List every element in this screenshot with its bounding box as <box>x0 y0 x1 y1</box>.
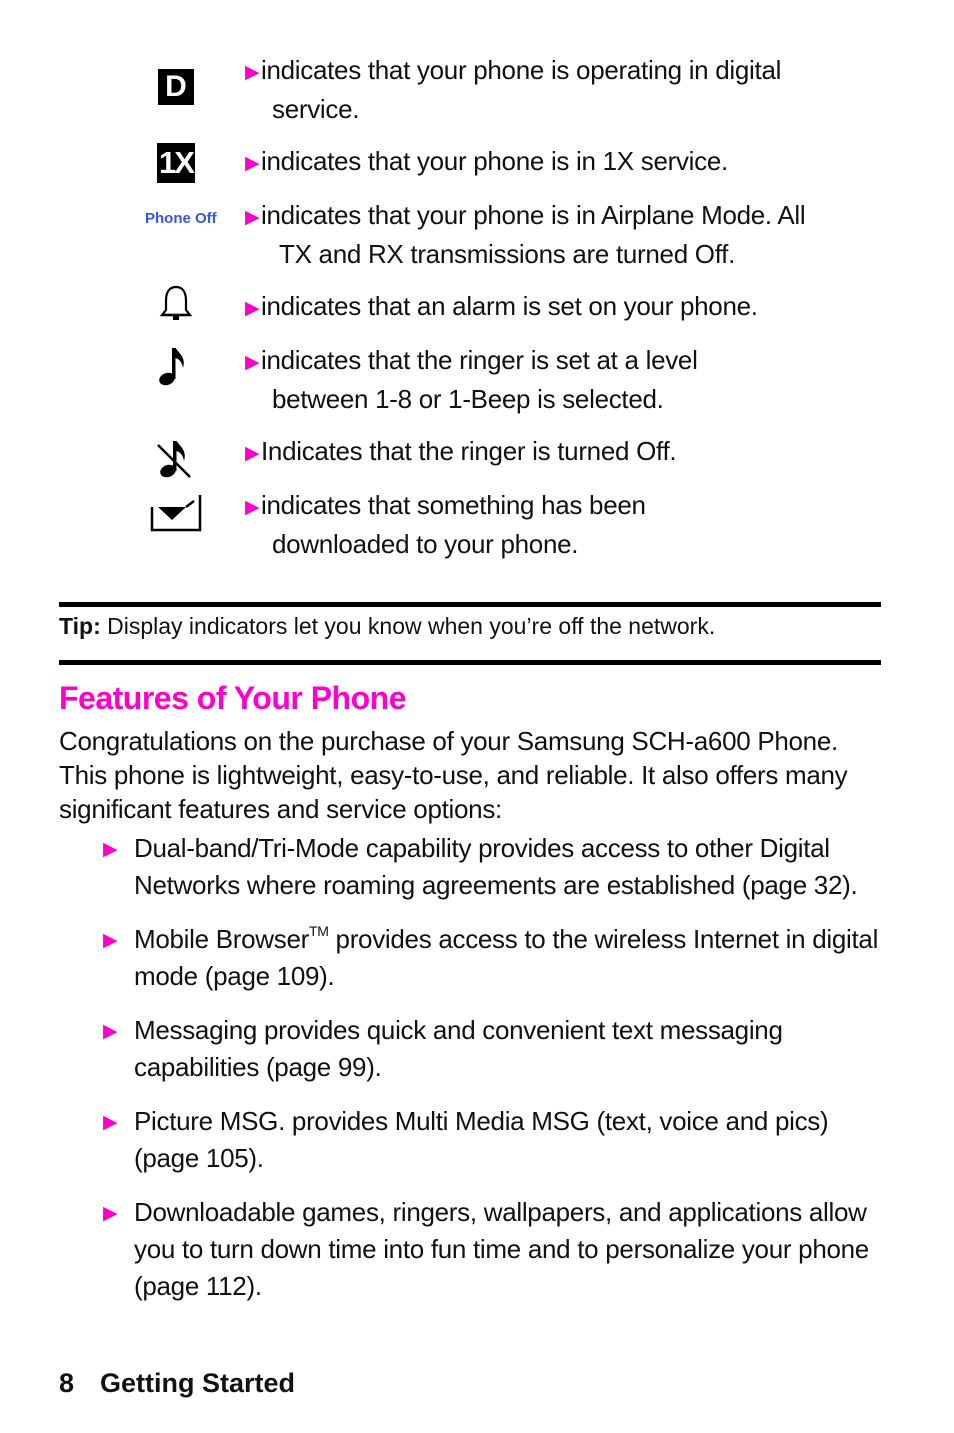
indicator-text <box>245 143 845 182</box>
list-item <box>103 921 883 995</box>
indicator-text <box>245 342 845 418</box>
indicator-line: indicates that an alarm is set on your phone. <box>261 291 758 321</box>
list-item-text <box>134 921 883 995</box>
music-note-icon <box>156 344 188 388</box>
arrow-icon: ▶ <box>245 62 260 83</box>
list-item <box>103 1103 883 1177</box>
arrow-icon: ▶ <box>245 153 260 174</box>
arrow-icon: ▶ <box>103 930 118 951</box>
arrow-icon: ▶ <box>103 1112 118 1133</box>
arrow-icon: ▶ <box>245 298 260 319</box>
page-footer <box>59 1368 295 1399</box>
list-item <box>103 1012 883 1086</box>
arrow-icon: ▶ <box>103 839 118 860</box>
arrow-icon: ▶ <box>103 1203 118 1224</box>
tip-box <box>59 610 881 642</box>
list-item-text-pre: Mobile Browser <box>134 924 309 954</box>
trademark-sup: TM <box>308 923 329 939</box>
indicator-line: Indicates that the ringer is turned Off. <box>261 436 677 466</box>
indicator-text <box>245 197 845 273</box>
tip-label: Tip: <box>59 613 101 639</box>
indicator-text <box>245 433 845 472</box>
indicator-line: indicates that your phone is in 1X service. <box>261 146 728 176</box>
indicator-line: indicates that your phone is in Airplane Mode. All <box>261 200 806 230</box>
indicator-line: between 1-8 or 1-Beep is selected. <box>272 384 664 414</box>
1x-icon: 1X <box>157 143 195 183</box>
list-item-text: Downloadable games, ringers, wallpapers, and applications allow you to turn down time into fun time and to personalize your phone (page 112). <box>134 1197 869 1301</box>
chapter-title: Getting Started <box>100 1368 296 1398</box>
list-item <box>103 1194 883 1305</box>
muted-note-icon <box>155 439 193 481</box>
digital-icon: D <box>158 69 194 105</box>
arrow-icon: ▶ <box>245 352 260 373</box>
list-item <box>103 830 883 904</box>
download-icon <box>150 493 202 533</box>
arrow-icon: ▶ <box>245 443 260 464</box>
list-item-text: Picture MSG. provides Multi Media MSG (text, voice and pics) (page 105). <box>134 1106 829 1173</box>
phone-off-icon: Phone Off <box>145 210 217 227</box>
indicator-line: downloaded to your phone. <box>272 529 579 559</box>
arrow-icon: ▶ <box>245 207 260 228</box>
indicator-line: indicates that your phone is operating in digital <box>261 55 782 85</box>
indicator-line: TX and RX transmissions are turned Off. <box>279 239 736 269</box>
bell-icon <box>158 284 194 324</box>
section-title: Features of Your Phone <box>59 680 406 716</box>
indicator-line: service. <box>272 94 360 124</box>
arrow-icon: ▶ <box>245 497 260 518</box>
indicator-text <box>245 52 845 128</box>
section-intro: Congratulations on the purchase of your Samsung SCH-a600 Phone. This phone is lightweight, easy-to-use, and reliable. It also offers many significant features and service options: <box>59 726 848 824</box>
list-item-text: Messaging provides quick and convenient text messaging capabilities (page 99). <box>134 1015 783 1082</box>
indicator-line: indicates that the ringer is set at a level <box>261 345 698 375</box>
list-item-text-post: provides access to the wireless Internet in digital mode (page 109). <box>134 924 879 991</box>
list-item-text: Dual-band/Tri-Mode capability provides access to other Digital Networks where roaming agreements are established (page 32). <box>134 833 858 900</box>
page-number: 8 <box>59 1368 75 1398</box>
tip-text: Display indicators let you know when you’re off the network. <box>107 613 716 639</box>
tip-bottom-rule <box>59 660 881 665</box>
indicator-text <box>245 288 845 327</box>
indicator-text <box>245 487 845 563</box>
tip-top-rule <box>59 602 881 607</box>
arrow-icon: ▶ <box>103 1021 118 1042</box>
indicator-line: indicates that something has been <box>261 490 646 520</box>
